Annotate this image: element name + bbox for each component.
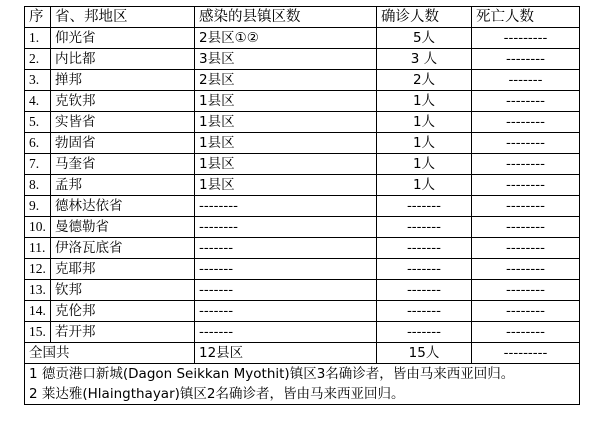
cell-seq: 6.	[25, 133, 51, 154]
table-row	[25, 322, 580, 343]
cell-seq: 8.	[25, 175, 51, 196]
cell-seq: 1.	[25, 28, 51, 49]
cell-seq: 12.	[25, 259, 51, 280]
cell-townships: 1县区	[195, 154, 377, 175]
cell-townships: -------	[195, 280, 377, 301]
cell-deaths: --------	[472, 154, 580, 175]
cell-confirmed: -------	[377, 259, 472, 280]
header-townships: 感染的县镇区数	[195, 7, 377, 28]
cell-deaths: --------	[472, 91, 580, 112]
cell-seq: 11.	[25, 238, 51, 259]
cell-confirmed: 2人	[377, 70, 472, 91]
table-body	[25, 28, 580, 405]
cell-region: 克伦邦	[51, 301, 195, 322]
cell-seq: 4.	[25, 91, 51, 112]
cell-deaths: ---------	[472, 28, 580, 49]
cell-confirmed: -------	[377, 217, 472, 238]
cell-seq: 9.	[25, 196, 51, 217]
cell-deaths: --------	[472, 301, 580, 322]
total-label: 全国共	[25, 343, 195, 364]
table-row	[25, 259, 580, 280]
cell-region: 仰光省	[51, 28, 195, 49]
cell-region: 钦邦	[51, 280, 195, 301]
header-seq: 序	[25, 7, 51, 28]
cell-confirmed: 1人	[377, 112, 472, 133]
cell-deaths: --------	[472, 112, 580, 133]
cell-seq: 13.	[25, 280, 51, 301]
cell-region: 曼德勒省	[51, 217, 195, 238]
cell-seq: 2.	[25, 49, 51, 70]
cell-deaths: --------	[472, 49, 580, 70]
cell-region: 伊洛瓦底省	[51, 238, 195, 259]
cell-seq: 14.	[25, 301, 51, 322]
cell-townships: 2县区	[195, 70, 377, 91]
cell-region: 德林达依省	[51, 196, 195, 217]
cell-deaths: --------	[472, 238, 580, 259]
cell-deaths: --------	[472, 259, 580, 280]
table-row	[25, 217, 580, 238]
cell-seq: 7.	[25, 154, 51, 175]
cell-region: 若开邦	[51, 322, 195, 343]
table-row	[25, 196, 580, 217]
cell-confirmed: 1人	[377, 154, 472, 175]
cell-deaths: --------	[472, 217, 580, 238]
cell-confirmed: 1人	[377, 175, 472, 196]
notes-row	[25, 364, 580, 405]
cell-confirmed: 1人	[377, 91, 472, 112]
cell-townships: 1县区	[195, 112, 377, 133]
cell-townships: 1县区	[195, 133, 377, 154]
region-cases-table	[24, 6, 580, 405]
cell-townships: -------	[195, 259, 377, 280]
table-row	[25, 70, 580, 91]
cell-confirmed: 5人	[377, 28, 472, 49]
cell-seq: 3.	[25, 70, 51, 91]
cell-deaths: --------	[472, 175, 580, 196]
cell-seq: 10.	[25, 217, 51, 238]
table-row	[25, 91, 580, 112]
cell-deaths: --------	[472, 133, 580, 154]
footnotes	[25, 364, 580, 405]
cell-region: 掸邦	[51, 70, 195, 91]
cell-townships: -------	[195, 301, 377, 322]
cell-region: 克耶邦	[51, 259, 195, 280]
cell-townships: -------	[195, 322, 377, 343]
cell-confirmed: 1人	[377, 133, 472, 154]
table-header-row	[25, 7, 580, 28]
cell-townships: 3县区	[195, 49, 377, 70]
cell-townships: 1县区	[195, 91, 377, 112]
cell-deaths: --------	[472, 280, 580, 301]
table-row	[25, 49, 580, 70]
cell-townships: 1县区	[195, 175, 377, 196]
cell-region: 勃固省	[51, 133, 195, 154]
table-row	[25, 301, 580, 322]
footnote-1: 1 德贡港口新城(Dagon Seikkan Myothit)镇区3名确诊者，皆由马来西亚回归。	[29, 366, 515, 382]
cell-deaths: -------	[472, 70, 580, 91]
table-row	[25, 133, 580, 154]
total-townships: 12县区	[195, 343, 377, 364]
cell-region: 克钦邦	[51, 91, 195, 112]
header-confirmed: 确诊人数	[377, 7, 472, 28]
cell-confirmed: -------	[377, 322, 472, 343]
cell-confirmed: -------	[377, 238, 472, 259]
cell-confirmed: -------	[377, 301, 472, 322]
total-deaths: ---------	[472, 343, 580, 364]
cell-seq: 15.	[25, 322, 51, 343]
header-deaths: 死亡人数	[472, 7, 580, 28]
cell-townships: 2县区①②	[195, 28, 377, 49]
cell-townships: -------	[195, 238, 377, 259]
cell-deaths: --------	[472, 196, 580, 217]
cell-confirmed: -------	[377, 196, 472, 217]
cell-townships: --------	[195, 217, 377, 238]
cell-confirmed: 3 人	[377, 49, 472, 70]
table-row	[25, 28, 580, 49]
cell-region: 孟邦	[51, 175, 195, 196]
cell-deaths: --------	[472, 322, 580, 343]
table-row	[25, 154, 580, 175]
cell-townships: --------	[195, 196, 377, 217]
table-row	[25, 238, 580, 259]
cell-region: 内比都	[51, 49, 195, 70]
cell-seq: 5.	[25, 112, 51, 133]
cell-region: 实皆省	[51, 112, 195, 133]
cell-confirmed: -------	[377, 280, 472, 301]
table-row	[25, 280, 580, 301]
cell-region: 马奎省	[51, 154, 195, 175]
header-region: 省、邦地区	[51, 7, 195, 28]
covid-table-document	[24, 6, 579, 405]
total-row	[25, 343, 580, 364]
footnote-2: 2 莱达雅(Hlaingthayar)镇区2名确诊者，皆由马来西亚回归。	[29, 386, 405, 402]
total-confirmed: 15人	[377, 343, 472, 364]
table-row	[25, 175, 580, 196]
table-row	[25, 112, 580, 133]
